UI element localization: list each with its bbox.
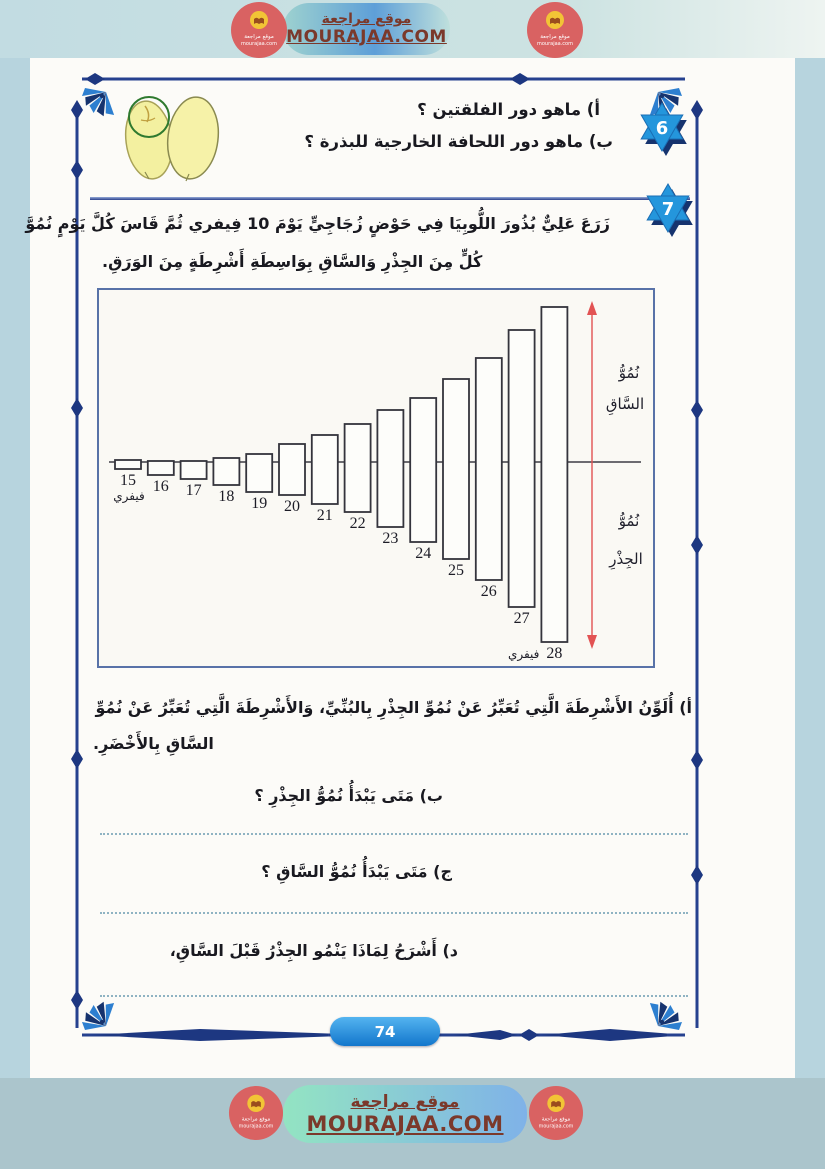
site-banner bbox=[283, 1085, 527, 1143]
svg-text:21: 21 bbox=[316, 507, 333, 524]
svg-text:نُمُوُّ: نُمُوُّ bbox=[618, 364, 640, 382]
site-name-arabic: موقع مراجعة bbox=[350, 1092, 460, 1112]
seed-cotyledons-illustration bbox=[115, 92, 235, 184]
page-number-badge bbox=[330, 1017, 440, 1046]
site-name-arabic: موقع مراجعة bbox=[321, 11, 412, 27]
answer-line-b bbox=[100, 833, 688, 835]
footer-band bbox=[0, 1078, 825, 1169]
svg-text:15: 15 bbox=[120, 472, 136, 489]
site-logo-icon bbox=[528, 1085, 584, 1141]
exercise6-question-b: ب) ماهو دور اللحافة الخارجية للبذرة ؟ bbox=[304, 132, 613, 151]
svg-text:17: 17 bbox=[185, 482, 202, 499]
svg-text:19: 19 bbox=[251, 495, 268, 512]
svg-text:فيفري: فيفري bbox=[507, 647, 540, 661]
svg-text:فيفري: فيفري bbox=[113, 489, 145, 503]
page-number: 74 bbox=[374, 1022, 396, 1041]
svg-text:25: 25 bbox=[448, 562, 464, 579]
exercise6-number: 6 bbox=[655, 118, 669, 139]
svg-text:22: 22 bbox=[349, 515, 366, 532]
svg-text:18: 18 bbox=[218, 488, 235, 505]
exercise7-star-badge bbox=[636, 176, 700, 240]
svg-text:نُمُوُّ: نُمُوُّ bbox=[618, 512, 640, 530]
svg-text:mourajaa.com: mourajaa.com bbox=[536, 41, 574, 47]
svg-text:الجِذْرِ: الجِذْرِ bbox=[609, 550, 643, 568]
site-logo-icon bbox=[526, 1, 584, 59]
svg-text:mourajaa.com: mourajaa.com bbox=[238, 1124, 274, 1130]
svg-text:16: 16 bbox=[152, 478, 169, 495]
svg-text:27: 27 bbox=[513, 610, 530, 627]
growth-chart-svg bbox=[99, 290, 653, 666]
svg-text:23: 23 bbox=[382, 530, 399, 547]
exercise7-number: 7 bbox=[661, 199, 675, 220]
svg-text:السَّاقِ: السَّاقِ bbox=[605, 395, 645, 413]
svg-text:24: 24 bbox=[415, 545, 432, 562]
exercise7-question-d: د) أَشْرَحُ لِمَاذَا يَنْمُو الجِذْرُ قَبْلَ السَّاقِ، bbox=[169, 941, 458, 960]
site-logo-icon bbox=[228, 1085, 284, 1141]
site-domain: MOURAJAA.COM bbox=[306, 1112, 504, 1136]
site-domain: MOURAJAA.COM bbox=[286, 27, 447, 47]
answer-line-d bbox=[100, 995, 688, 997]
svg-text:26: 26 bbox=[480, 583, 497, 600]
svg-text:mourajaa.com: mourajaa.com bbox=[538, 1124, 574, 1130]
exercise7-question-a-line1: أ) أُلَوِّنُ الأَشْرِطَةَ الَّتِي تُعَبِّرُ عَنْ نُمُوِّ الجِذْرِ بِالبُنِّيِّ، وَالأَشْرِطَةَ الَّتِي تُعَبِّرُ عَنْ نُمُوِّ bbox=[95, 698, 692, 717]
section-divider bbox=[90, 197, 690, 200]
exercise7-question-a-line2: السَّاقِ بِالأَخْضَرِ. bbox=[93, 734, 214, 753]
svg-text:موقع مراجعة: موقع مراجعة bbox=[540, 34, 570, 40]
svg-text:موقع مراجعة: موقع مراجعة bbox=[241, 1116, 271, 1123]
svg-text:موقع مراجعة: موقع مراجعة bbox=[541, 1116, 571, 1123]
svg-text:mourajaa.com: mourajaa.com bbox=[240, 41, 278, 47]
exercise6-question-a: أ) ماهو دور الفلقتين ؟ bbox=[417, 100, 600, 119]
svg-text:20: 20 bbox=[284, 498, 300, 515]
answer-line-c bbox=[100, 912, 688, 914]
worksheet-page bbox=[25, 58, 795, 1078]
exercise7-question-c: ج) مَتَى يَبْدَأُ نُمُوُّ السَّاقِ ؟ bbox=[261, 862, 452, 881]
exercise6-star-badge bbox=[630, 95, 694, 159]
svg-text:28: 28 bbox=[546, 645, 563, 662]
exercise7-intro-line1: زَرَعَ عَلِيٌّ بُذُورَ اللُّوبِيَا فِي حَوْضٍ زُجَاجِيٍّ يَوْمَ 10 فِيفري ثُمَّ قَاسَ كُلَّ يَوْمٍ نُمُوَّ bbox=[25, 214, 610, 233]
svg-text:موقع مراجعة: موقع مراجعة bbox=[244, 34, 274, 40]
exercise7-question-b: ب) مَتَى يَبْدَأُ نُمُوُّ الجِذْرِ ؟ bbox=[254, 786, 443, 805]
header-band bbox=[0, 0, 825, 58]
site-banner bbox=[283, 3, 450, 55]
site-logo-icon bbox=[230, 1, 288, 59]
growth-chart bbox=[97, 288, 655, 668]
exercise7-intro-line2: كُلٍّ مِنَ الجِذْرِ وَالسَّاقِ بِوَاسِطَةِ أَشْرِطَةٍ مِنَ الوَرَقِ. bbox=[102, 252, 483, 271]
